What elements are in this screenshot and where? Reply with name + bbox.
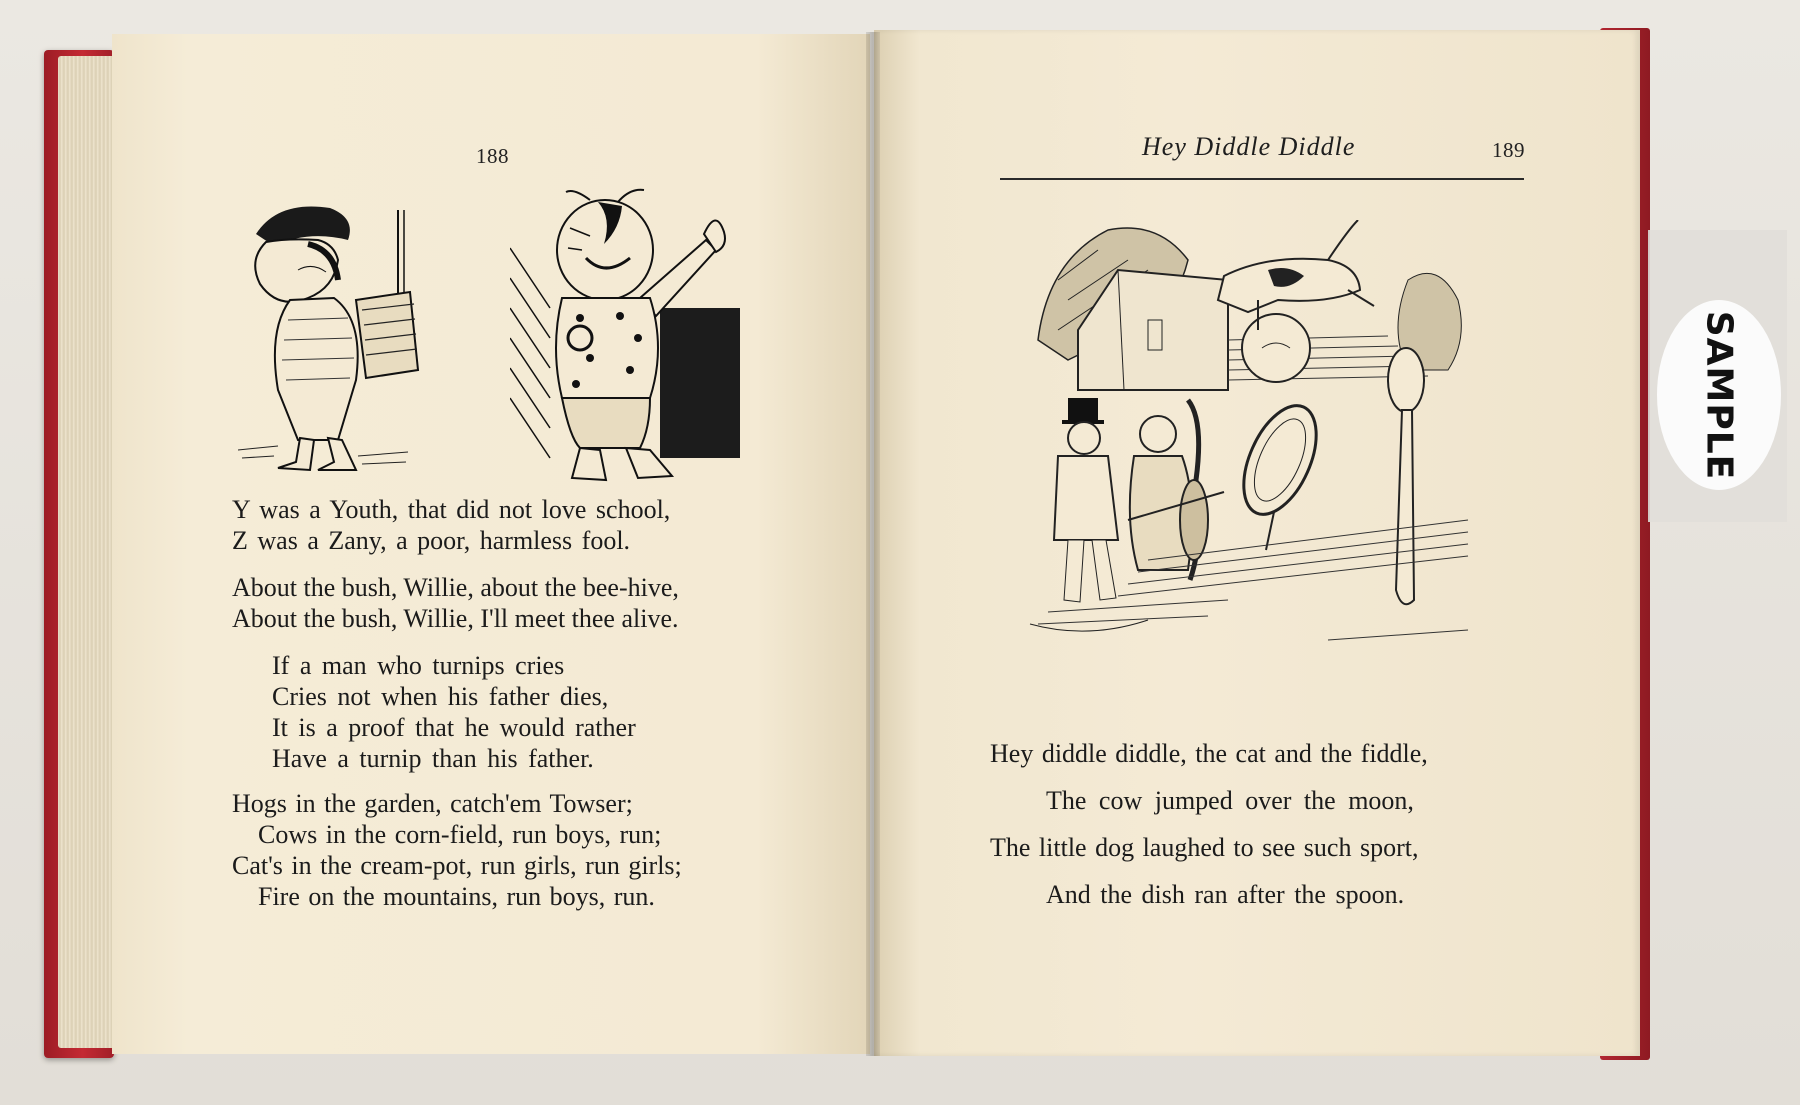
verse-line: Fire on the mountains, run boys, run. — [258, 882, 655, 911]
verse-line: Have a turnip than his father. — [272, 744, 594, 773]
verse-line: Cat's in the cream-pot, run girls, run girls; — [232, 851, 682, 880]
left-page-number: 188 — [476, 144, 509, 168]
verse-line: And the dish ran after the spoon. — [1046, 880, 1405, 909]
stanza-turnips — [272, 650, 636, 774]
cow-jumping-over-moon-illustration — [1028, 220, 1484, 690]
sample-sticker-text: SAMPLE — [1698, 310, 1740, 480]
right-page-number: 189 — [1492, 138, 1525, 162]
verse-line: The little dog laughed to see such sport, — [990, 833, 1419, 862]
verse-line: About the bush, Willie, about the bee-hive, — [232, 573, 679, 602]
verse-line: The cow jumped over the moon, — [1046, 786, 1414, 815]
running-head: Hey Diddle Diddle — [1142, 132, 1356, 161]
stanza-hey-diddle-diddle — [990, 730, 1428, 918]
verse-line: Y was a Youth, that did not love school, — [232, 495, 671, 524]
verse-line: Cries not when his father dies, — [272, 682, 609, 711]
stanza-about-the-bush — [232, 572, 679, 634]
book-gutter — [866, 32, 880, 1056]
zany-clown-illustration — [510, 188, 742, 488]
stanza-y-z — [232, 494, 670, 556]
verse-line: Hey diddle diddle, the cat and the fiddle, — [990, 739, 1428, 768]
verse-line: Z was a Zany, a poor, harmless fool. — [232, 526, 631, 555]
youth-with-satchel-illustration — [238, 200, 468, 482]
verse-line: It is a proof that he would rather — [272, 713, 636, 742]
verse-line: About the bush, Willie, I'll meet thee alive. — [232, 604, 679, 633]
verse-line: Hogs in the garden, catch'em Towser; — [232, 789, 633, 818]
header-rule — [1000, 178, 1524, 180]
stanza-hogs-in-garden — [232, 788, 682, 912]
sample-sticker — [1657, 300, 1781, 490]
verse-line: Cows in the corn-field, run boys, run; — [258, 820, 662, 849]
verse-line: If a man who turnips cries — [272, 651, 565, 680]
